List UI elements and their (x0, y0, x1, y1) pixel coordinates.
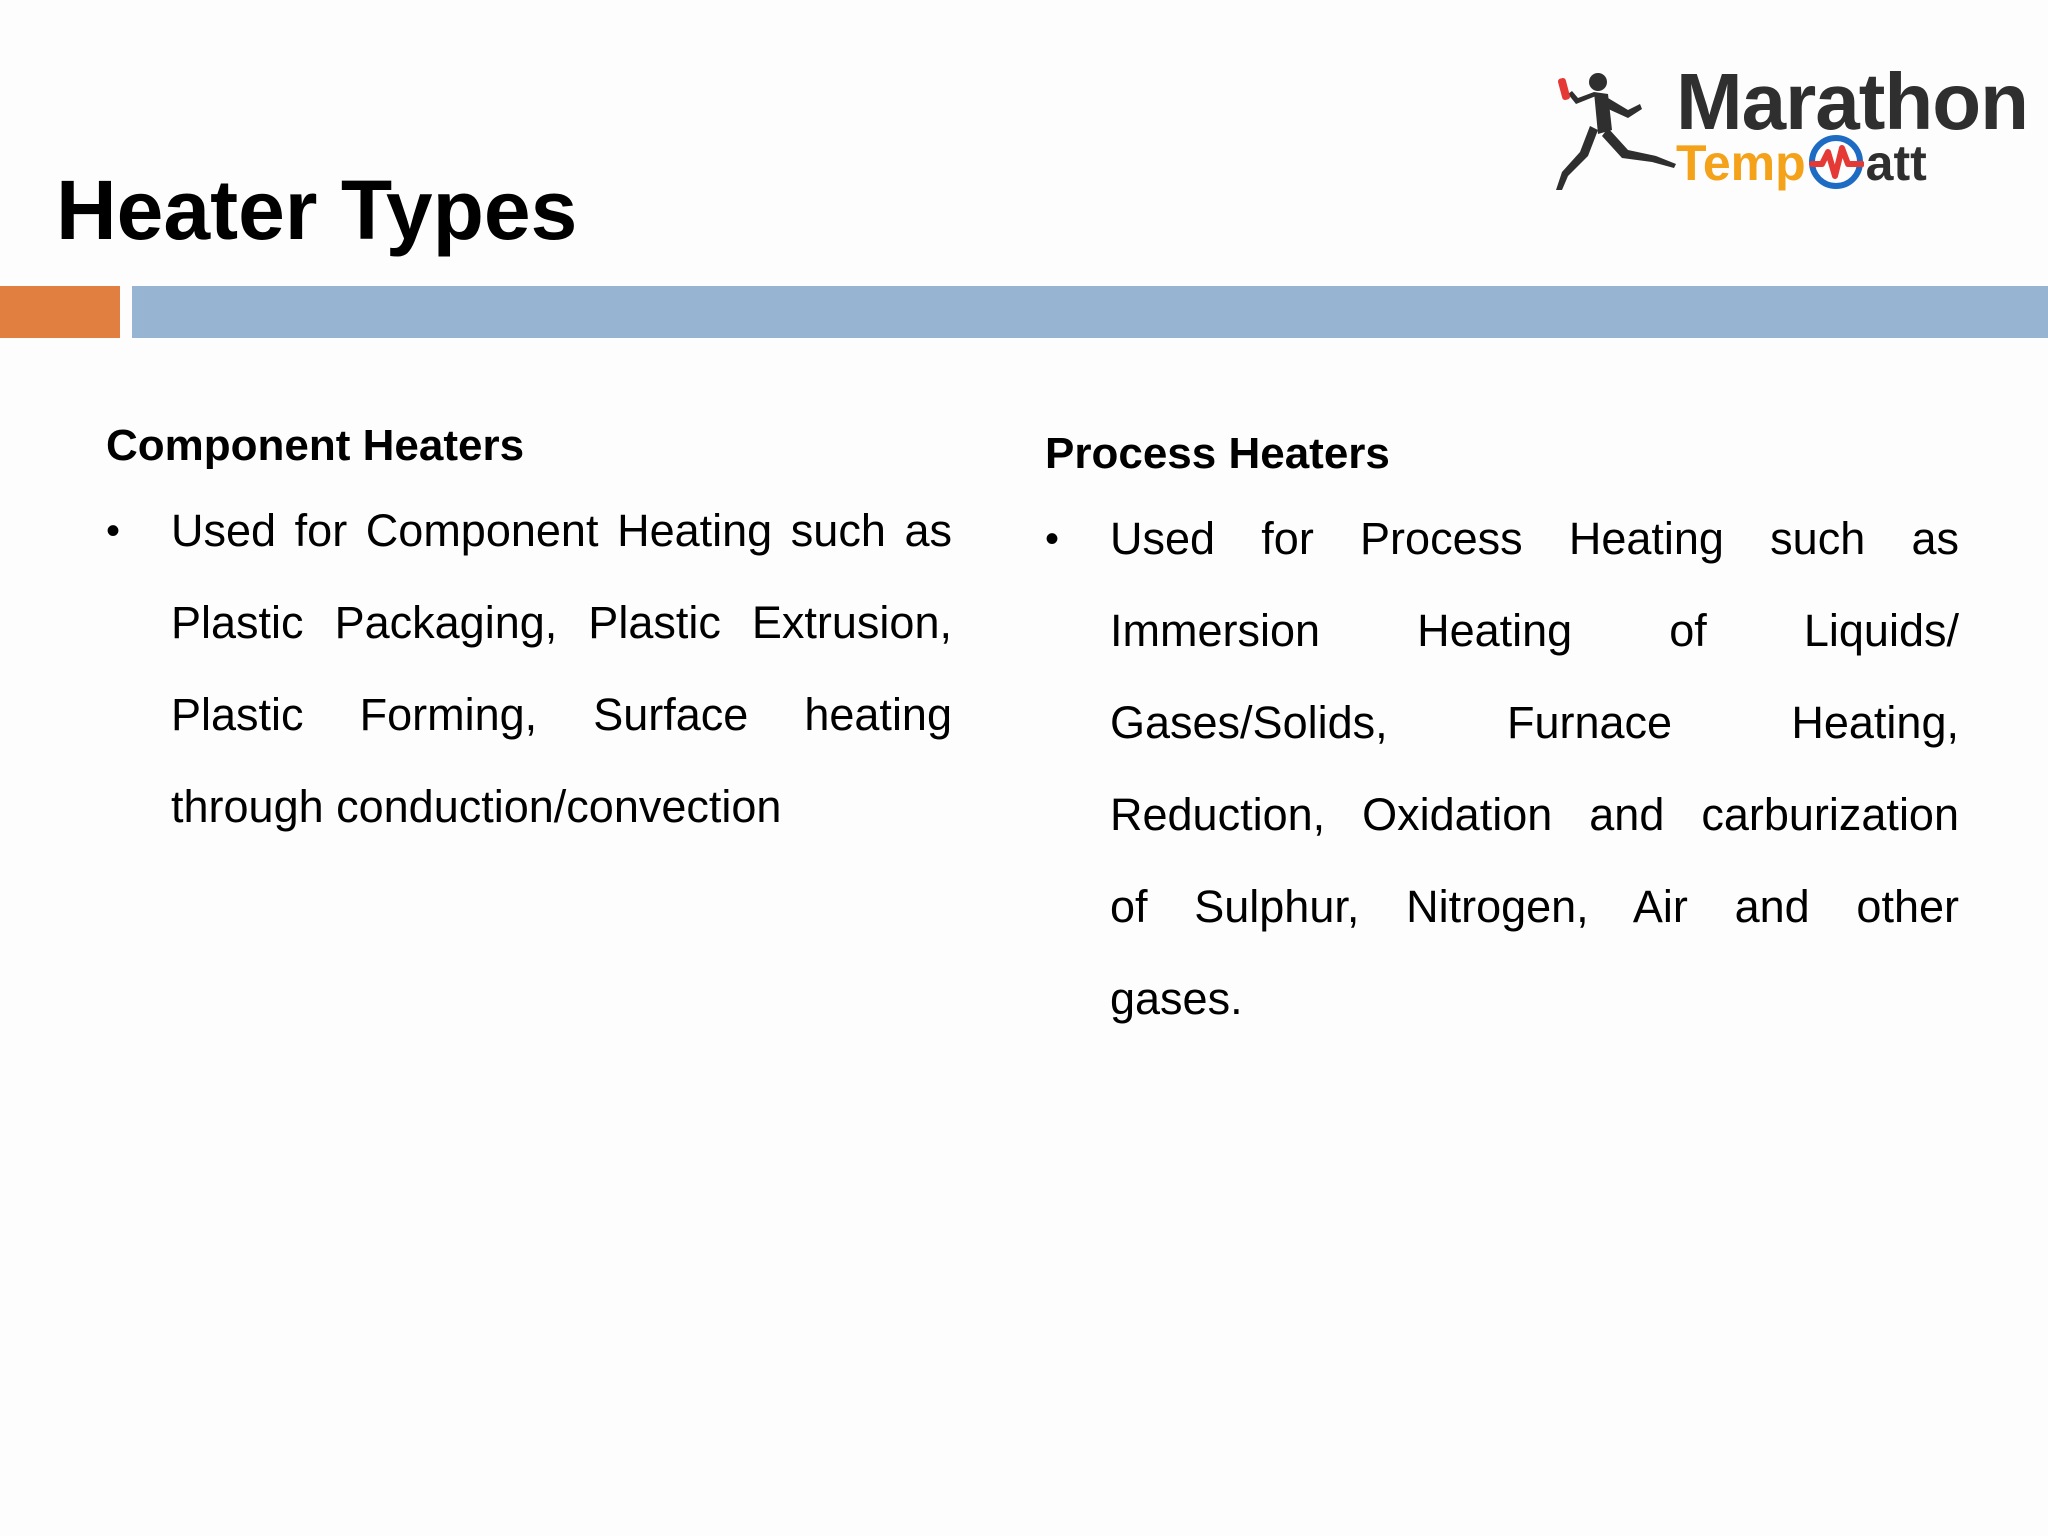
bullet-marker: • (106, 508, 121, 553)
process-heaters-column (1045, 428, 1959, 1045)
logo-wordmark-tempwatt (1676, 134, 1927, 190)
title-rule-bar (132, 286, 2048, 338)
slide-title: Heater Types (56, 163, 578, 257)
component-heaters-column (106, 420, 952, 853)
runner-icon (1528, 64, 1678, 204)
title-rule-accent (0, 286, 120, 338)
logo-wordmark-marathon: Marathon (1676, 57, 2028, 146)
logo-wordmark-temp: Temp (1676, 135, 1806, 191)
bullet-item (106, 485, 952, 853)
logo-wordmark-watt: att (1865, 135, 1927, 191)
watt-wave-icon (1808, 134, 1864, 190)
bullet-text: Used for Component Heating such as Plastic Packaging, Plastic Extrusion, Plastic Forming, Surface heating through conduction/convection (171, 504, 952, 832)
company-logo (1528, 56, 2028, 206)
column-heading: Component Heaters (106, 421, 525, 470)
bullet-item (1045, 493, 1959, 1045)
bullet-text: Used for Process Heating such as Immersion Heating of Liquids/ Gases/Solids, Furnace Heating, Reduction, Oxidation and carburization of Sulphur, Nitrogen, Air and other gases. (1110, 512, 1959, 1024)
bullet-marker: • (1045, 516, 1060, 561)
column-heading: Process Heaters (1045, 429, 1390, 478)
